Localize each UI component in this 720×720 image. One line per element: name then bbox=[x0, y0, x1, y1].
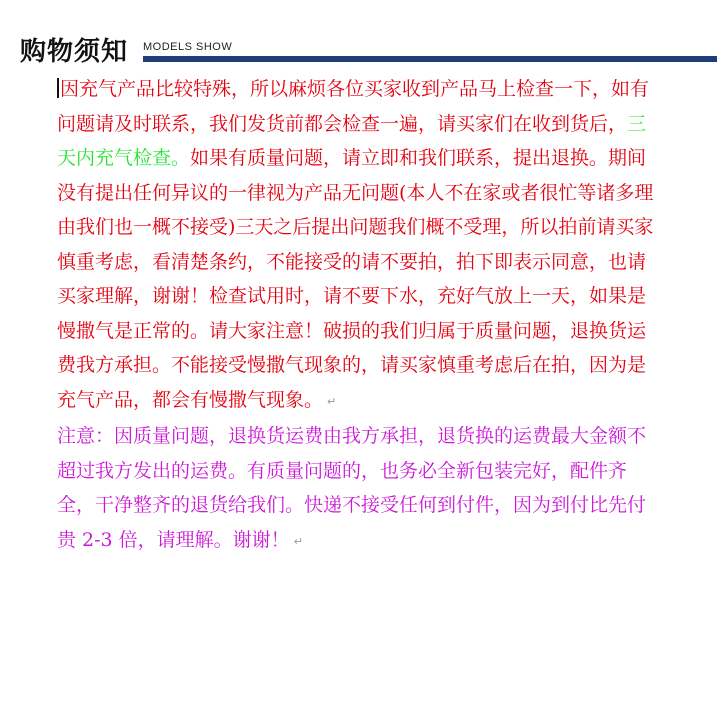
notice-highlight: 三天内充气检查。 bbox=[57, 112, 647, 169]
attention-paragraph bbox=[57, 419, 657, 559]
paragraph-mark-icon: ↵ bbox=[327, 394, 337, 408]
paragraph-mark-icon: ↵ bbox=[293, 534, 303, 548]
notice-paragraph bbox=[57, 72, 657, 419]
notice-content bbox=[57, 72, 657, 559]
header-divider bbox=[143, 56, 717, 62]
text-cursor bbox=[57, 78, 59, 98]
notice-text-part2: 如果有质量问题，请立即和我们联系，提出退换。期间没有提出任何异议的一律视为产品无问题(本人不在家或者很忙等诸多理由我们也一概不接受)三天之后提出问题我们概不受理，所以拍前请买家慎重考虑，看清楚条约，不能接受的请不要拍，拍下即表示同意，也请买家理解，谢谢！检查试用时，请不要下水，充好气放上一天，如果是慢撒气是正常的。请大家注意！破损的我们归属于质量问题，退换货运费我方承担。不能接受慢撒气现象的，请买家慎重考虑后在拍，因为是充气产品，都会有慢撒气现象。 bbox=[57, 147, 654, 411]
header bbox=[0, 34, 720, 74]
attention-text: 注意：因质量问题，退换货运费由我方承担，退货换的运费最大金额不超过我方发出的运费。有质量问题的，也务必全新包装完好，配件齐全，干净整齐的退货给我们。快递不接受任何到付件，因为到付比先付贵 2-3 倍，请理解。谢谢！ bbox=[57, 425, 647, 551]
page-subtitle: MODELS SHOW bbox=[143, 41, 233, 53]
notice-text-part1: 因充气产品比较特殊，所以麻烦各位买家收到产品马上检查一下，如有问题请及时联系，我们发货前都会检查一遍，请买家们在收到货后， bbox=[57, 78, 650, 135]
page-title: 购物须知 bbox=[20, 37, 129, 67]
